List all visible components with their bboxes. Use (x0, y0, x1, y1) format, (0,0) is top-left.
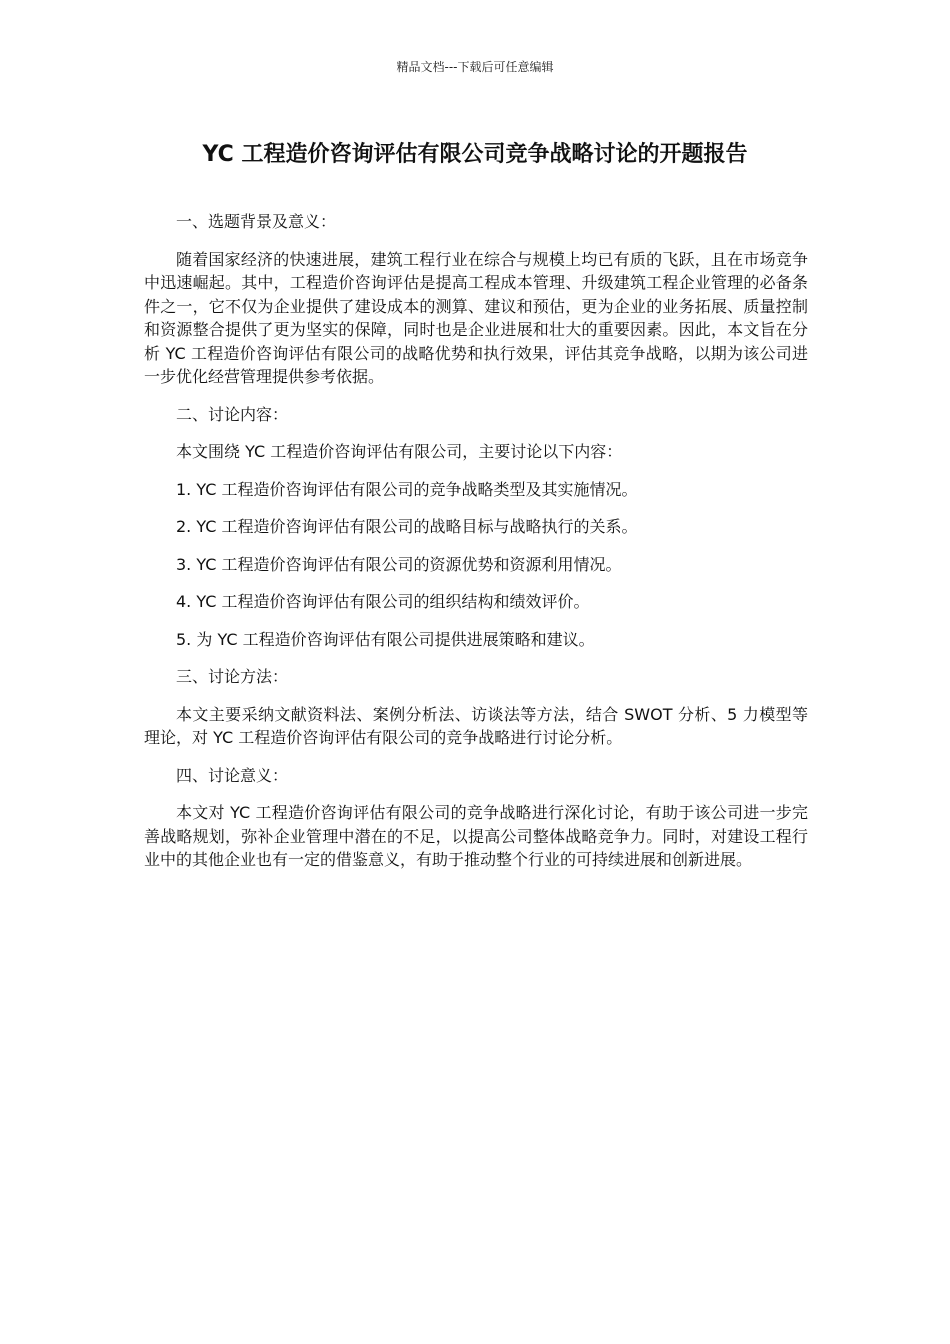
list-item-3: 3. YC 工程造价咨询评估有限公司的资源优势和资源利用情况。 (176, 554, 622, 574)
list-item-4: 4. YC 工程造价咨询评估有限公司的组织结构和绩效评价。 (176, 592, 590, 611)
list-item-2: 2. YC 工程造价咨询评估有限公司的战略目标与战略执行的关系。 (176, 517, 638, 536)
section-heading-method: 三、讨论方法： (176, 667, 289, 686)
section-heading-significance: 四、讨论意义： (176, 765, 289, 785)
header-note: 精品文档---下载后可任意编辑 (396, 60, 554, 74)
list-item-5: 5. 为 YC 工程造价咨询评估有限公司提供进展策略和建议。 (176, 629, 595, 649)
paragraph-content-intro: 本文围绕 YC 工程造价咨询评估有限公司，主要讨论以下内容： (176, 442, 623, 461)
paragraph-background: 随着国家经济的快速进展，建筑工程行业在综合与规模上均已有质的飞跃，且在市场竞争中迅速崛起。其中，工程造价咨询评估是提高工程成本管理、升级建筑工程企业管理的必备条件之一，它不仅为企业提供了建设成本的测算、建议和预估，更为企业的业务拓展、质量控制和资源整合提供了更为坚实的保障，同时也是企业进展和壮大的重要因素。因此，本文旨在分析 YC 工程造价咨询评估有限公司的战略优势和执行效果，评估其竞争战略，以期为该公司进一步优化经营管理提供参考依据。 (144, 249, 808, 386)
paragraph-significance: 本文对 YC 工程造价咨询评估有限公司的竞争战略进行深化讨论，有助于该公司进一步完善战略规划，弥补企业管理中潜在的不足，以提高公司整体战略竞争力。同时，对建设工程行业中的其他企业也有一定的借鉴意义，有助于推动整个行业的可持续进展和创新进展。 (144, 803, 808, 869)
document-title: YC 工程造价咨询评估有限公司竞争战略讨论的开题报告 (202, 142, 748, 167)
paragraph-method: 本文主要采纳文献资料法、案例分析法、访谈法等方法，结合 SWOT 分析、5 力模型等理论，对 YC 工程造价咨询评估有限公司的竞争战略进行讨论分析。 (144, 704, 808, 747)
section-heading-background: 一、选题背景及意义： (176, 212, 337, 231)
section-heading-content: 二、讨论内容： (176, 404, 289, 424)
document-body (144, 210, 808, 886)
list-item-1: 1. YC 工程造价咨询评估有限公司的竞争战略类型及其实施情况。 (176, 479, 638, 499)
